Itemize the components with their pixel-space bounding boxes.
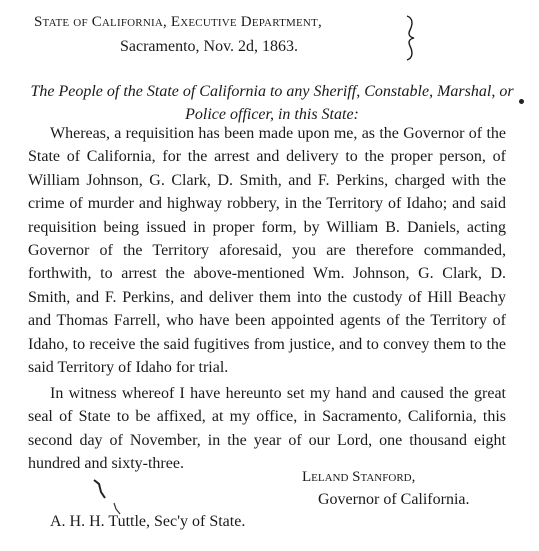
header-department: State of California, Executive Department,: [34, 14, 322, 30]
body-paragraph-requisition: Whereas, a requisition has been made upon me, as the Governor of the State of California, for the arrest and delivery to the proper person, of William Johnson, G. Clark, D. Smith, and F. Perkins, charged with the crime of murder and highway robbery, in the Territory of Idaho; and said requisition being issued in proper form, by William B. Daniels, acting Governor of the Territory aforesaid, you are therefore commanded, forthwith, to arrest the above-mentioned Wm. Johnson, G. Clark, D. Smith, and F. Perkins, and deliver them into the custody of Hill Beachy and Thomas Farrell, who have been appointed agents of the Territory of Idaho, to receive the said fugitives from justice, and to convey them to the said Territory of Idaho for trial.: [28, 125, 506, 377]
ink-dot-mark: [519, 99, 524, 104]
address-line: The People of the State of California to any Sheriff, Constable, Marshal, or Police officer, in this State:: [30, 83, 514, 123]
ink-stroke-mark: [112, 502, 122, 516]
signature-title: Governor of California.: [318, 491, 470, 508]
attestation-line: A. H. H. Tuttle, Sec'y of State.: [50, 513, 246, 530]
header-place-date: Sacramento, Nov. 2d, 1863.: [120, 38, 299, 55]
signature-name: Leland Stanford,: [302, 469, 416, 485]
ink-stroke-mark: [92, 478, 108, 500]
curly-brace-icon: [404, 14, 418, 62]
body-paragraph-witness: In witness whereof I have hereunto set my hand and caused the great seal of State to be affixed, at my office, in Sacramento, California, this second day of November, in the year of our Lord, one thousand eight hundred and sixty-three.: [28, 385, 506, 473]
